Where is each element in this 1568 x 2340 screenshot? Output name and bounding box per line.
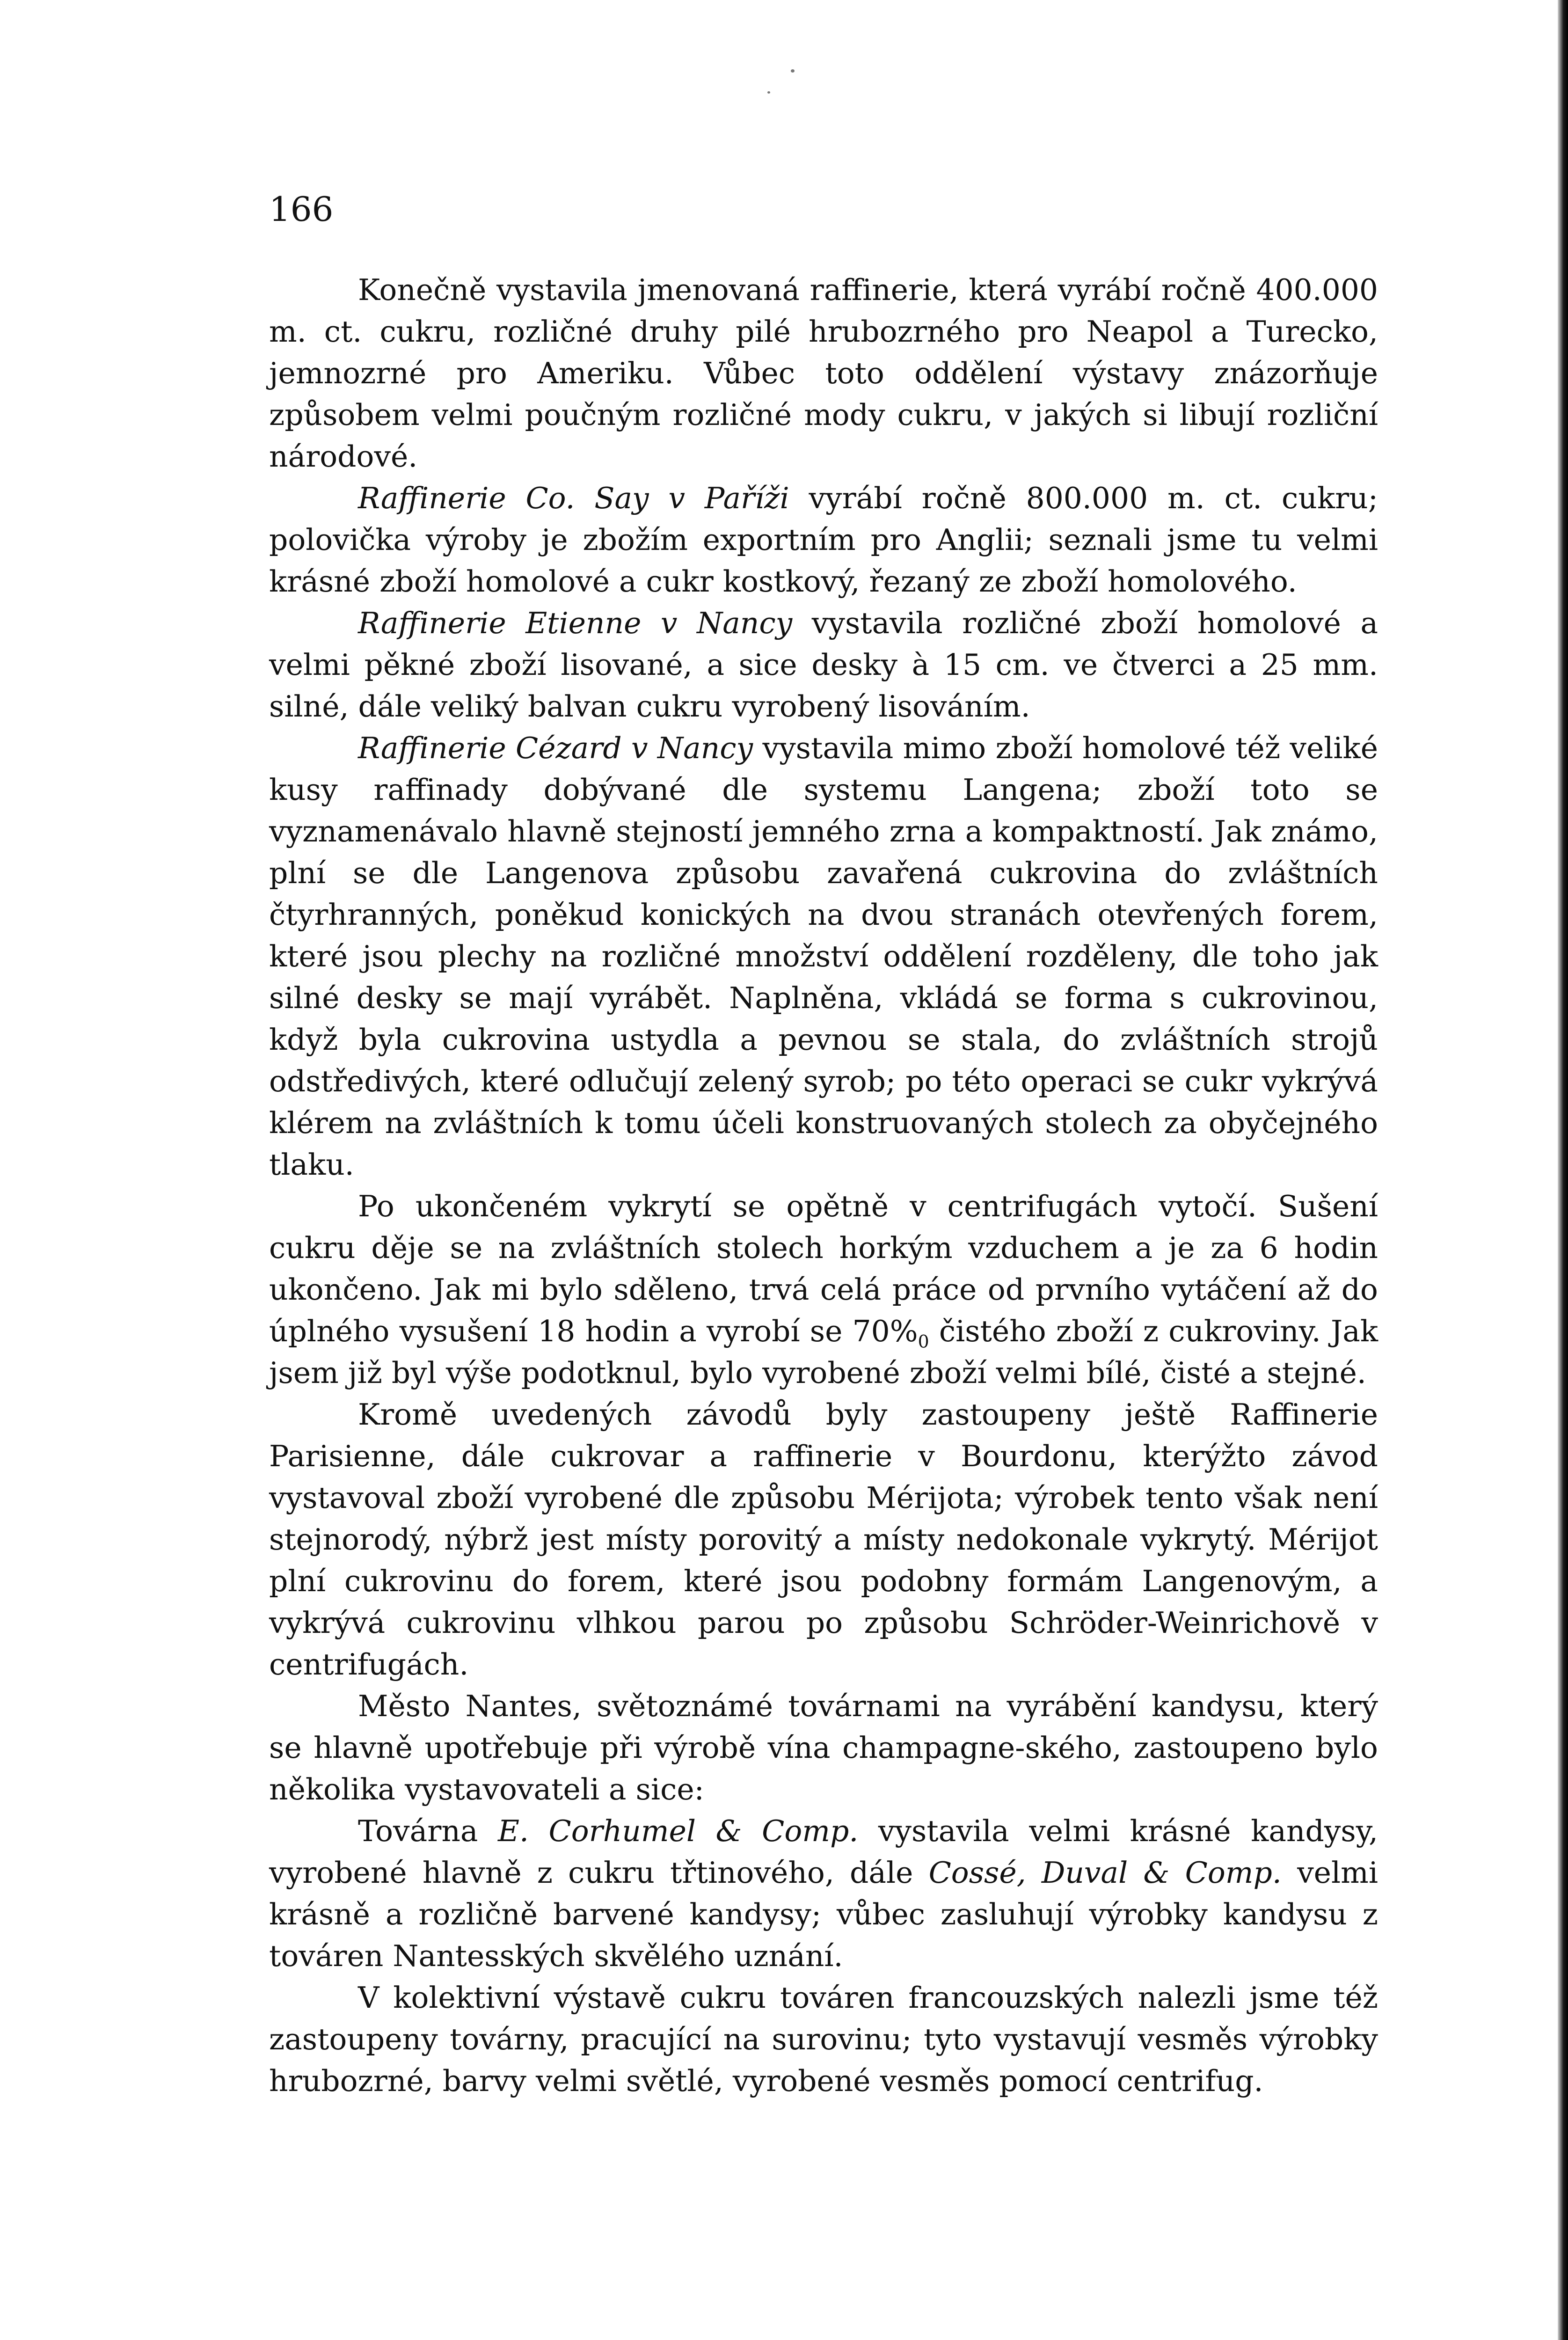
paragraph xyxy=(269,1810,1378,1977)
italic-name-text: Raffinerie Co. Say v Paříži xyxy=(358,481,789,515)
page-number: 166 xyxy=(269,190,334,229)
italic-name-text: Cossé, Duval & Comp. xyxy=(928,1856,1282,1890)
paragraph-text: Konečně vystavila jmenovaná raffinerie, která vyrábí ročně 400.000 m. ct. cukru, rozličné druhy pilé hrubozrného pro Neapol a Turecko, jemnozrné pro Ameriku. Vůbec toto oddělení výstavy znázorňuje způsobem velmi poučným rozličné mody cukru, v jakých si libují rozliční národové. xyxy=(269,273,1378,474)
scan-speck xyxy=(791,69,795,73)
scan-edge xyxy=(1558,0,1568,2340)
paragraph-text: Po ukončeném vykrytí se opětně v centrifugách vytočí. Sušení cukru děje se na zvláštních stolech horkým vzduchem a je za 6 hodin ukončeno. Jak mi bylo sděleno, trvá celá práce od prvního vytáčení až do úplného vysušení 18 hodin a vyrobí se 70% xyxy=(269,1189,1378,1348)
paragraph xyxy=(269,1394,1378,1685)
italic-name-text: E. Corhumel & Comp. xyxy=(497,1814,859,1848)
paragraph-text: Kromě uvedených závodů byly zastoupeny ještě Raffinerie Parisienne, dále cukrovar a raffinerie v Bourdonu, kterýžto závod vystavoval zboží vyrobené dle způsobu Mérijota; výrobek tento však není stejnorodý, nýbrž jest místy porovitý a místy nedokonale vykrytý. Mérijot plní cukrovinu do forem, které jsou podobny formám Langenovým, a vykrývá cukrovinu vlhkou parou po způsobu Schröder-Weinrichově v centrifugách. xyxy=(269,1397,1378,1682)
subscript-text: 0 xyxy=(918,1331,929,1352)
paragraph-text: Továrna xyxy=(358,1814,498,1848)
body-text xyxy=(269,269,1378,2102)
paragraph xyxy=(269,602,1378,727)
italic-name-text: Raffinerie Etienne v Nancy xyxy=(358,606,793,640)
paragraph-text: vystavila rozličné zboží homolové a velmi pěkné zboží lisované, a sice desky à 15 cm. ve čtverci a 25 mm. silné, dále veliký balvan cukru vyrobený lisováním. xyxy=(269,606,1378,724)
paragraph-text: vystavila velmi krásné kandysy, vyrobené hlavně z cukru třtinového, dále xyxy=(269,1814,1378,1890)
paragraph-text: V kolektivní výstavě cukru továren francouzských nalezli jsme též zastoupeny továrny, pracující na surovinu; tyto vystavují vesměs výrobky hrubozrné, barvy velmi světlé, vyrobené vesměs pomocí centrifug. xyxy=(269,1981,1378,2098)
paragraph xyxy=(269,1977,1378,2102)
paragraph xyxy=(269,477,1378,602)
paragraph xyxy=(269,1685,1378,1810)
paragraph-text: Město Nantes, světoznámé továrnami na vyrábění kandysu, který se hlavně upotřebuje při výrobě vína champagne-ského, zastoupeno bylo několika vystavovateli a sice: xyxy=(269,1689,1378,1806)
italic-name-text: Raffinerie Cézard v Nancy xyxy=(358,731,753,765)
paragraph-text: čistého zboží z cukroviny. Jak jsem již byl výše podotknul, bylo vyrobené zboží velmi bílé, čisté a stejné. xyxy=(269,1314,1378,1390)
paragraph xyxy=(269,269,1378,477)
paragraph-text: vystavila mimo zboží homolové též veliké kusy raffinady dobývané dle systemu Langena; zboží toto se vyznamenávalo hlavně stejností jemného zrna a kompaktností. Jak známo, plní se dle Langenova způsobu zavařená cukrovina do zvláštních čtyrhranných, poněkud konických na dvou stranách otevřených forem, které jsou plechy na rozličné množství oddělení rozděleny, dle toho jak silné desky se mají vyrábět. Naplněna, vkládá se forma s cukrovinou, když byla cukrovina ustydla a pevnou se stala, do zvláštních strojů odstředivých, které odlučují zelený syrob; po této operaci se cukr vykrývá klérem na zvláštních k tomu účeli konstruovaných stolech za obyčejného tlaku. xyxy=(269,731,1378,1182)
paragraph-text: vyrábí ročně 800.000 m. ct. cukru; polovička výroby je zbožím exportním pro Anglii; seznali jsme tu velmi krásné zboží homolové a cukr kostkový, řezaný ze zboží homolového. xyxy=(269,481,1378,599)
paragraph xyxy=(269,1185,1378,1394)
paragraph xyxy=(269,727,1378,1185)
scan-speck xyxy=(767,91,770,94)
paragraph-text: velmi krásně a rozličně barvené kandysy; vůbec zasluhují výrobky kandysu z továren Nantesských skvělého uznání. xyxy=(269,1856,1378,1973)
